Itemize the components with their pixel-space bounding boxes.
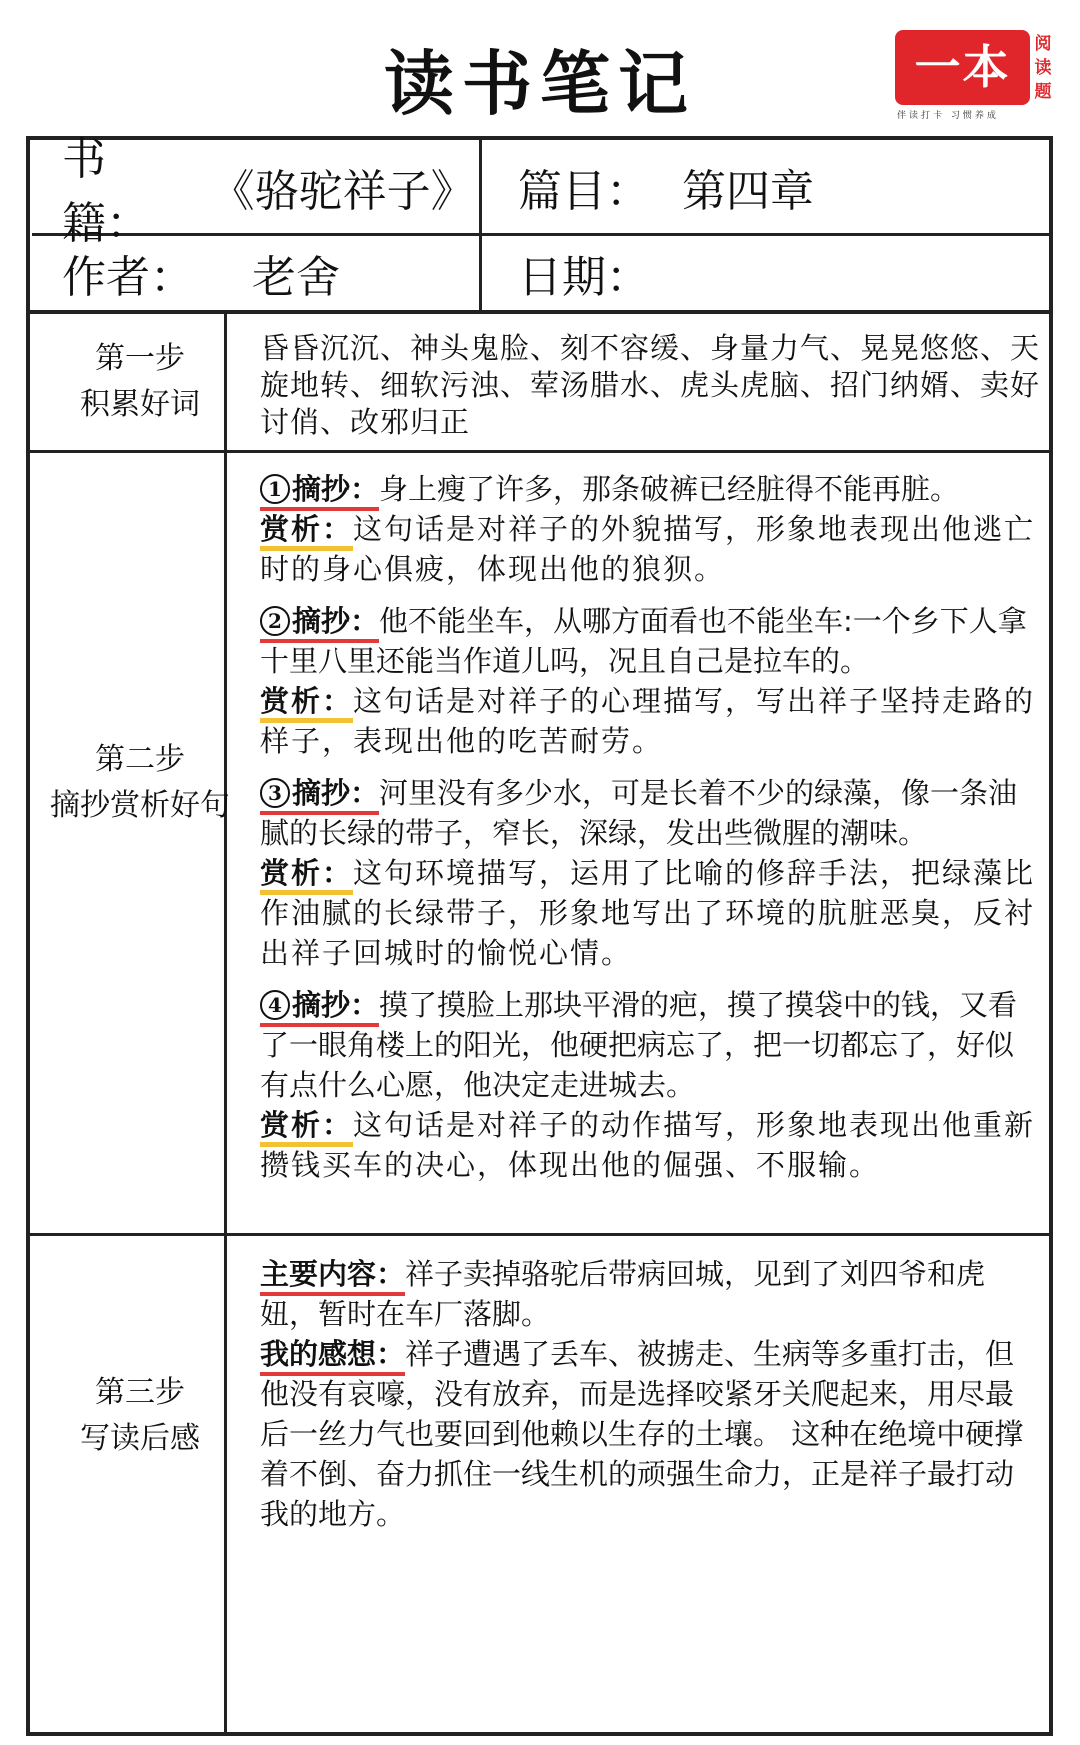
logo-main-text: 一本 [895, 30, 1030, 105]
excerpt-label-text: 摘抄： [292, 472, 380, 506]
analysis-text: 这句环境描写，运用了比喻的修辞手法，把绿藻比作油腻的长绿带子，形象地写出了环境的肮脏恶臭，反衬出祥子回城时的愉悦心情。 [260, 856, 1036, 970]
word-list: 昏昏沉沉、神头鬼脸、刻不容缓、身量力气、晃晃悠悠、天旋地转、细软污浊、荤汤腊水、虎头虎脑、招门纳婿、卖好讨俏、改邪归正 [260, 331, 1041, 439]
step1-row [32, 314, 1050, 450]
summary-label: 主要内容： [260, 1254, 405, 1294]
logo-side-char: 阅 [1034, 34, 1052, 54]
item-number: 1 [260, 474, 290, 504]
excerpt-label [260, 985, 379, 1025]
excerpt-item [260, 601, 1042, 761]
analysis-label: 赏析： [260, 853, 353, 893]
step3-title-line2: 写读后感 [80, 1421, 200, 1456]
excerpt-text: 河里没有多少水，可是长着不少的绿藻，像一条油腻的长绿的带子，窄长，深绿，发出些微腥的潮味。 [260, 776, 1018, 850]
step1-title [32, 314, 248, 450]
author-value: 老舍 [252, 252, 340, 303]
step1-words [260, 330, 1042, 441]
step3-title [32, 1236, 248, 1596]
step3-title-line1: 第三步 [95, 1375, 185, 1410]
step1-title-line2: 积累好词 [80, 387, 200, 422]
step3-row [32, 1236, 1050, 1732]
logo-tagline: 伴读打卡 习惯养成 [897, 111, 999, 121]
step3-content [260, 1254, 1042, 1534]
book-label: 书籍： [62, 133, 150, 249]
book-value: 《骆驼祥子》 [210, 165, 475, 217]
excerpt-item [260, 985, 1042, 1185]
excerpt-item [260, 773, 1042, 973]
logo-side-char: 读 [1034, 58, 1052, 78]
page-title: 读书笔记 [384, 42, 696, 125]
excerpt [260, 601, 1042, 681]
author-cell [62, 236, 472, 310]
analysis-text: 这句话是对祥子的心理描写，写出祥子坚持走路的样子，表现出他的吃苦耐劳。 [260, 684, 1036, 758]
step2-title-line1: 第二步 [95, 742, 185, 777]
excerpt-text: 摸了摸脸上那块平滑的疤，摸了摸袋中的钱，又看了一眼角楼上的阳光，他硬把病忘了，把一切都忘了，好似有点什么心愿，他决定走进城去。 [260, 988, 1018, 1102]
header-divider [479, 140, 482, 310]
analysis [260, 853, 1042, 973]
book-cell [62, 133, 475, 249]
analysis-label: 赏析： [260, 1105, 353, 1145]
chapter-cell [518, 140, 1038, 233]
excerpt-label-text: 摘抄： [292, 604, 380, 638]
analysis-text: 这句话是对祥子的外貌描写，形象地表现出他逃亡时的身心俱疲，体现出他的狼狈。 [260, 512, 1036, 586]
analysis-label: 赏析： [260, 681, 353, 721]
thoughts-label: 我的感想： [260, 1334, 405, 1374]
excerpt-label [260, 773, 379, 813]
item-number: 4 [260, 990, 290, 1020]
analysis [260, 509, 1042, 589]
logo-side-char: 题 [1034, 82, 1052, 102]
analysis-text: 这句话是对祥子的动作描写，形象地表现出他重新攒钱买车的决心，体现出他的倔强、不服输。 [260, 1108, 1036, 1182]
excerpt-text: 身上瘦了许多，那条破裤已经脏得不能再脏。 [379, 472, 960, 506]
date-label: 日期： [518, 252, 650, 303]
excerpt-text: 他不能坐车，从哪方面看也不能坐车:一个乡下人拿十里八里还能当作道儿吗，况且自己是拉车的。 [260, 604, 1027, 678]
step2-row [32, 453, 1050, 1233]
brand-logo [895, 30, 1055, 120]
logo-side-text [1032, 32, 1054, 104]
date-cell [518, 236, 1038, 310]
analysis-label: 赏析： [260, 509, 353, 549]
author-label: 作者： [62, 252, 194, 303]
item-number: 2 [260, 606, 290, 636]
excerpt-label-text: 摘抄： [292, 988, 380, 1022]
excerpt-item [260, 469, 1042, 589]
chapter-label: 篇目： [518, 165, 650, 217]
summary [260, 1254, 1042, 1334]
summary-text: 祥子卖掉骆驼后带病回城，见到了刘四爷和虎妞，暂时在车厂落脚。 [260, 1257, 986, 1331]
excerpt [260, 773, 1042, 853]
excerpt-label-text: 摘抄： [292, 776, 380, 810]
thoughts-text: 祥子遭遇了丢车、被掳走、生病等多重打击，但他没有哀嚎，没有放弃，而是选择咬紧牙关爬起来，用尽最后一丝力气也要回到他赖以生存的土壤。 这种在绝境中硬撑着不倒、奋力抓住一线生机的顽强生命力，正是祥子最打动我的地方。 [260, 1337, 1024, 1531]
analysis [260, 1105, 1042, 1185]
step1-title-line1: 第一步 [95, 341, 185, 376]
thoughts [260, 1334, 1042, 1534]
excerpt [260, 469, 1042, 509]
item-number: 3 [260, 778, 290, 808]
excerpt [260, 985, 1042, 1105]
step2-content [260, 469, 1042, 1197]
excerpt-label [260, 601, 379, 641]
step2-title-line2: 摘抄赏析好句 [50, 788, 230, 823]
analysis [260, 681, 1042, 761]
step2-title [32, 453, 248, 1113]
chapter-value: 第四章 [682, 165, 814, 217]
excerpt-label [260, 469, 379, 509]
